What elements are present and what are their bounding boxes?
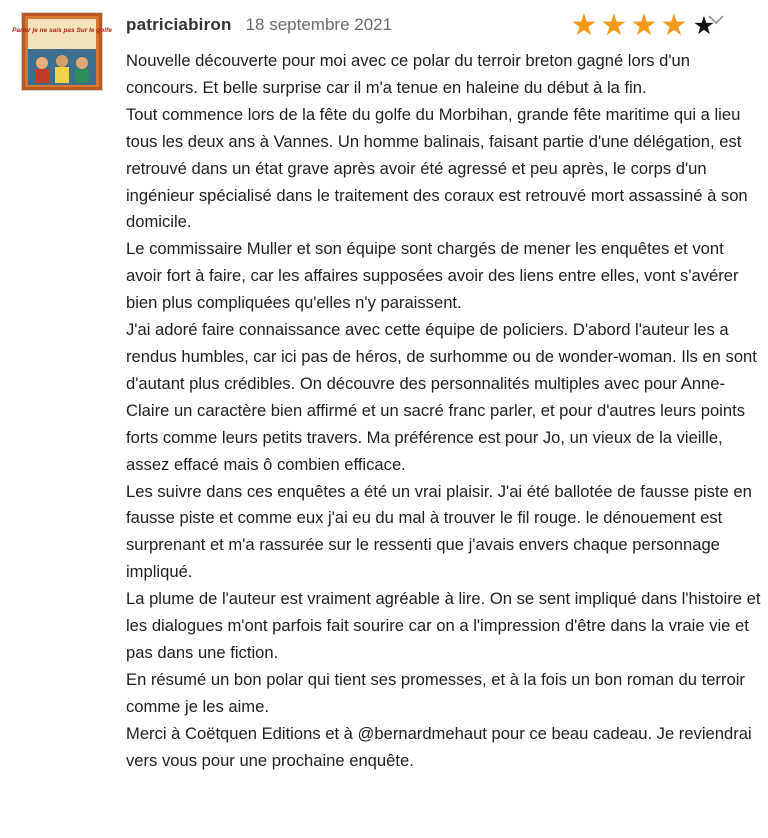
star-icon: ★ xyxy=(692,11,716,40)
star-icon: ★ xyxy=(630,8,658,43)
avatar[interactable] xyxy=(12,12,112,91)
chevron-down-icon[interactable] xyxy=(706,10,726,30)
review-paragraph: Le commissaire Muller et son équipe sont chargés de mener les enquêtes et vont avoir fort à faire, car les affaires supposées avoir des liens entre elles, vont s'avérer bien plus compliquées qu'elles n'y paraissent. xyxy=(126,239,739,313)
review-paragraph: J'ai adoré faire connaissance avec cette équipe de policiers. D'abord l'auteur les a rendus humbles, car ici pas de héros, de surhomme ou de wonder-woman. Ils en sont d'autant plus crédibles. On découvre des personnalités multiples avec pour Anne-Claire un caractère bien affirmé et un sacré franc parler, et pour d'autres leurs points forts comme leurs petits travers. Ma préférence est pour Jo, un vieux de la vieille, assez effacé mais ô combien efficace. xyxy=(126,320,757,474)
star-icon: ★ xyxy=(600,8,628,43)
review-author[interactable]: patriciabiron xyxy=(126,15,232,34)
star-icon: ★ xyxy=(660,8,688,43)
review-paragraph: Tout commence lors de la fête du golfe du Morbihan, grande fête maritime qui a lieu tous les deux ans à Vannes. Un homme balinais, faisant partie d'une délégation, est retrouvé dans un état grave après avoir été agressé et peu après, le corps d'un ingénieur spécialisé dans le traitement des coraux est retrouvé mort assassiné à son domicile. xyxy=(126,104,748,232)
avatar-cover-text: Parler je ne sais pas Sur le golfe xyxy=(12,27,112,34)
review-date: 18 septembre 2021 xyxy=(245,15,393,34)
star-icon: ★ xyxy=(570,8,598,43)
review-paragraph: Les suivre dans ces enquêtes a été un vrai plaisir. J'ai été ballotée de fausse piste en fausse piste et comme eux j'ai eu du mal à trouver le fil rouge. le dénouement est surprenant et m'a rassurée sur le ressenti que j'avais envers chaque personnage impliqué. xyxy=(126,481,752,582)
review-paragraph: Nouvelle découverte pour moi avec ce polar du terroir breton gagné lors d'un concours. Et belle surprise car il m'a tenue en haleine du début à la fin. xyxy=(126,51,690,97)
review-body xyxy=(126,48,762,774)
review-paragraph: En résumé un bon polar qui tient ses promesses, et à la fois un bon roman du terroir comme je les aime. xyxy=(126,669,745,716)
review-paragraph: Merci à Coëtquen Editions et à @bernardmehaut pour ce beau cadeau. Je reviendrai vers vous pour une prochaine enquête. xyxy=(126,723,752,770)
review-paragraph: La plume de l'auteur est vraiment agréable à lire. On se sent impliqué dans l'histoire et les dialogues m'ont parfois fait sourire car on a l'impression d'être dans la vraie vie et pas dans une fiction. xyxy=(126,589,761,662)
book-cover-image xyxy=(12,13,112,90)
star-rating xyxy=(569,8,719,43)
